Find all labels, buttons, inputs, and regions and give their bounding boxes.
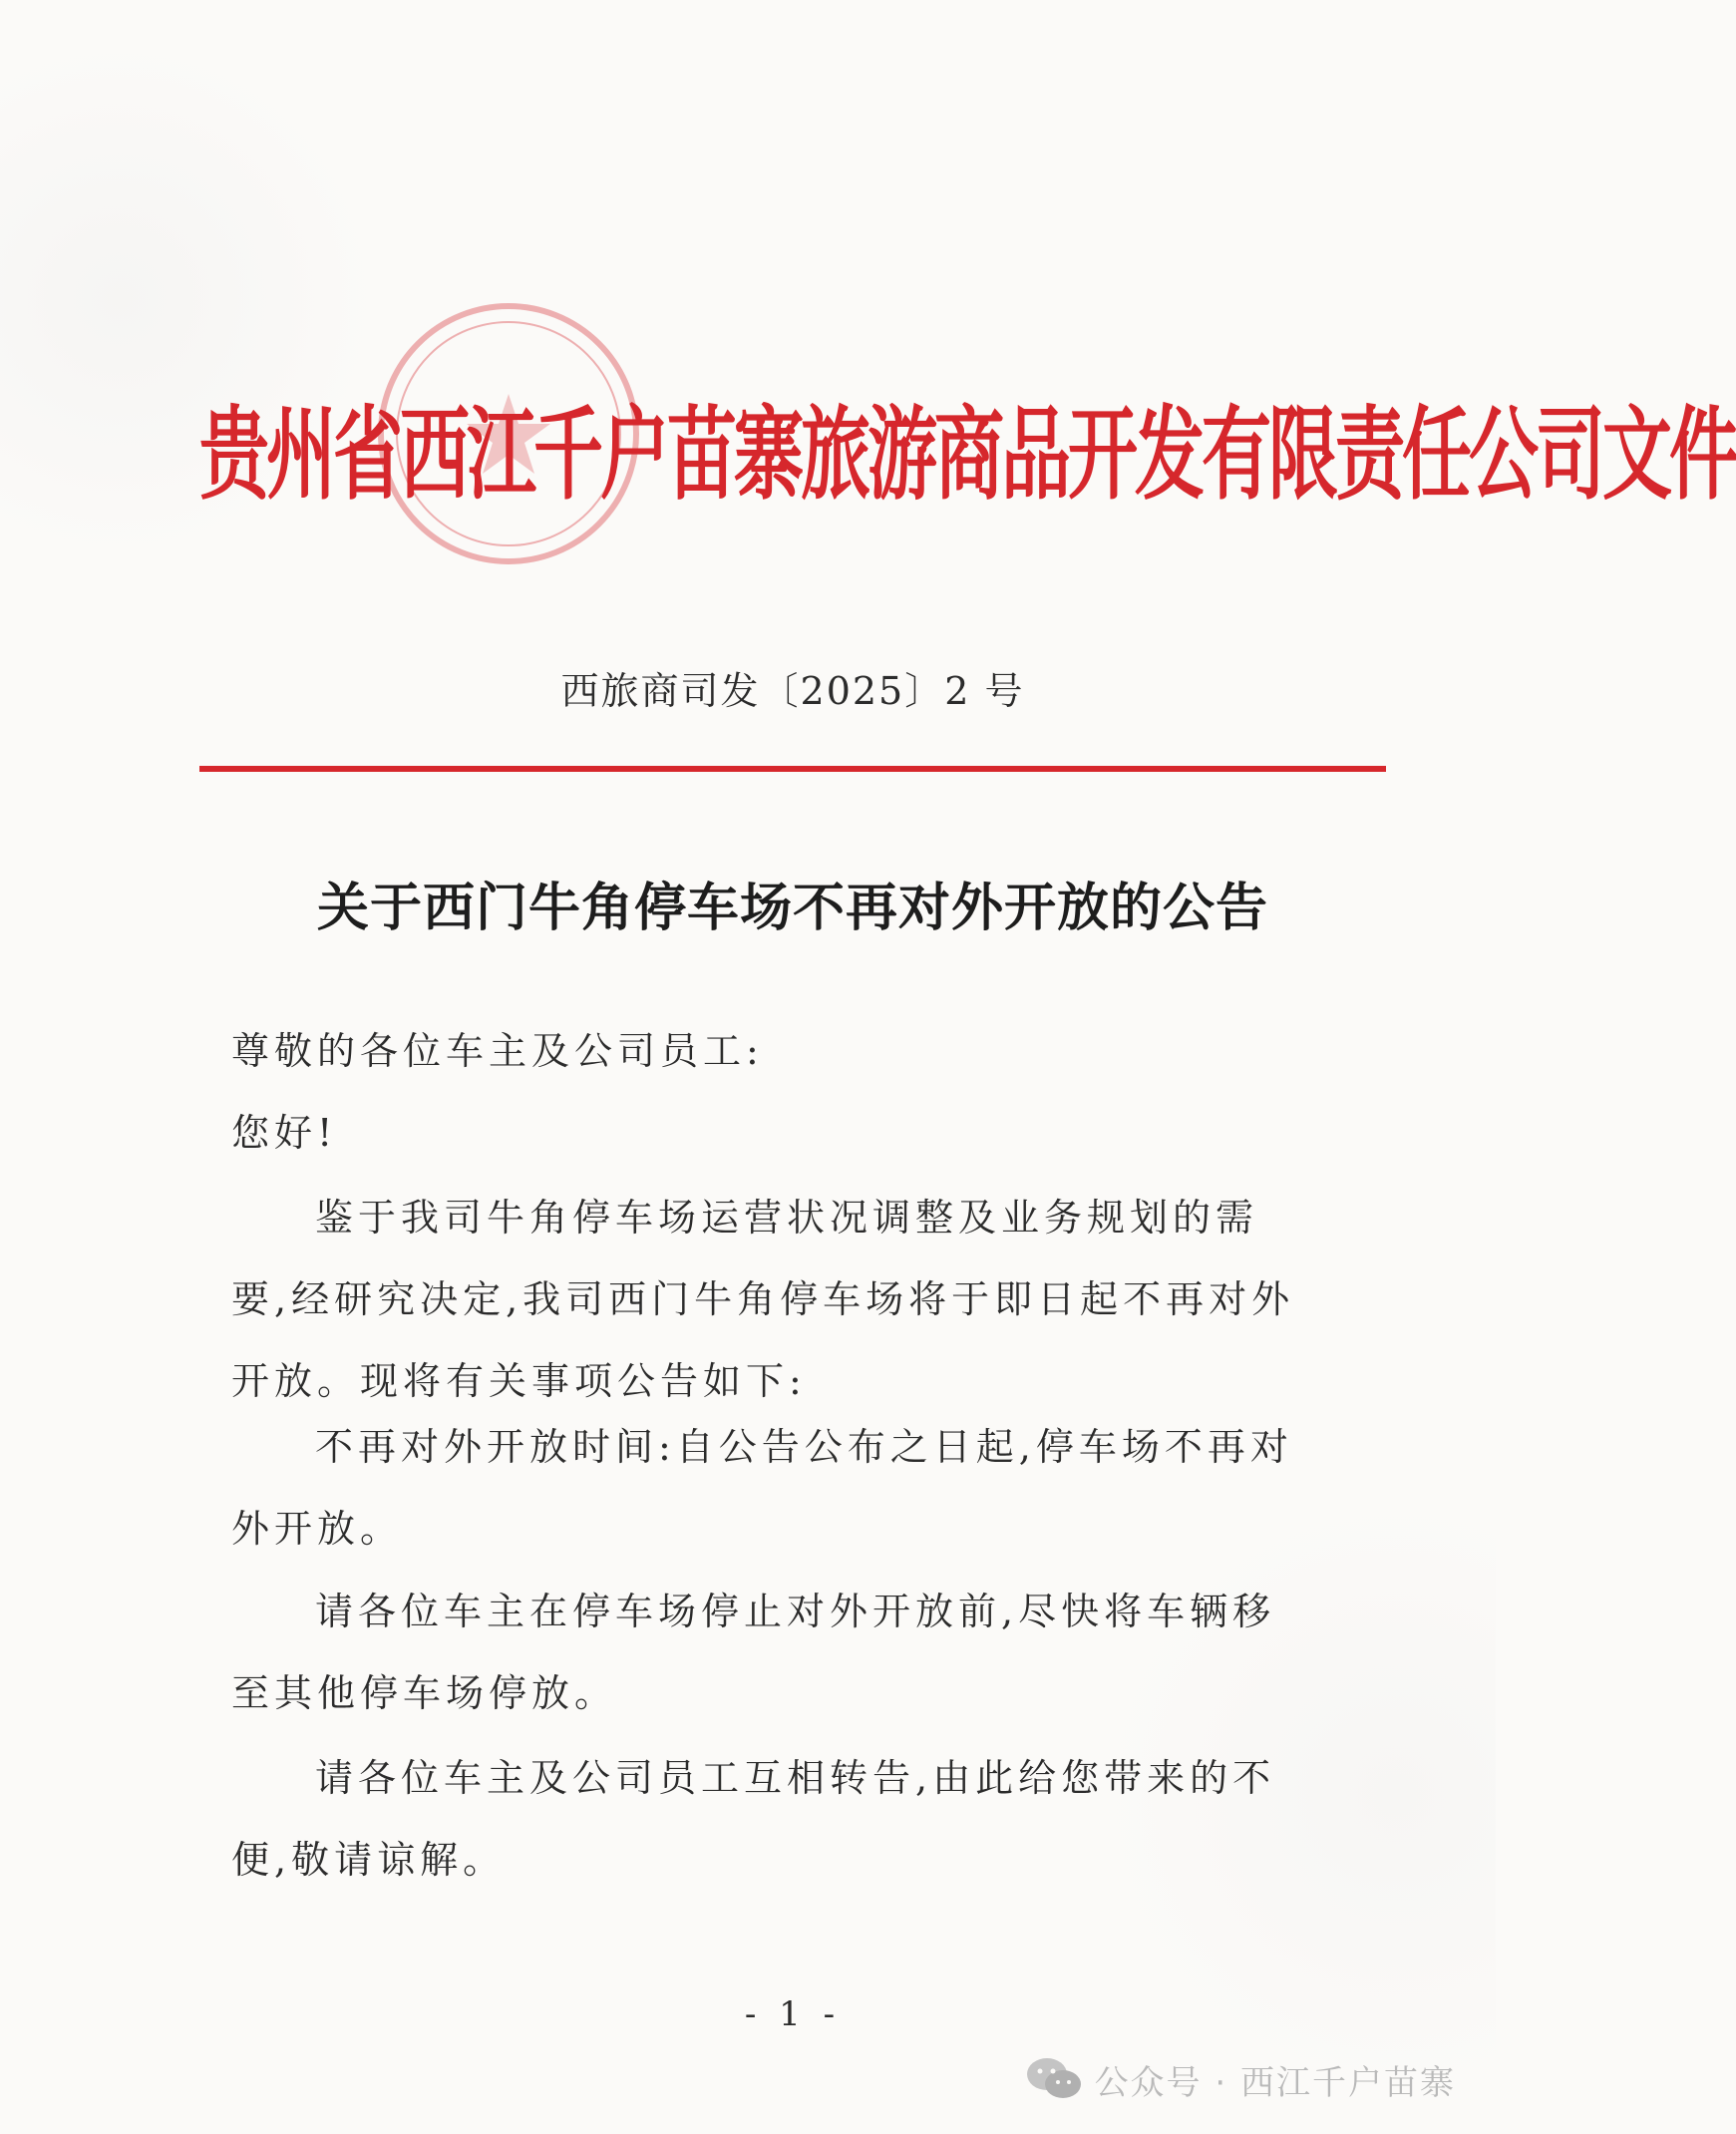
body-paragraph: 鉴于我司牛角停车场运营状况调整及业务规划的需要,经研究决定,我司西门牛角停车场将于即日起不再对外开放。现将有关事项公告如下:	[231, 1196, 1295, 1403]
greeting: 您好!	[231, 1111, 338, 1155]
body-paragraph: 请各位车主及公司员工互相转告,由此给您带来的不便,敬请谅解。	[231, 1756, 1276, 1882]
notice-title: 关于西门牛角停车场不再对外开放的公告	[316, 878, 1268, 938]
org-header-title: 贵州省西江千户苗寨旅游商品开发有限责任公司文件	[199, 395, 1736, 515]
body-paragraph: 请各位车主在停车场停止对外开放前,尽快将车辆移至其他停车场停放。	[231, 1590, 1276, 1715]
red-header-rule	[199, 766, 1386, 772]
watermark-text: 公众号 · 西江千户苗寨	[1094, 2062, 1456, 2103]
wechat-account-watermark	[1025, 2049, 1456, 2109]
page-number: - 1 -	[744, 1994, 842, 2034]
document-number: 西旅商司发〔2025〕2 号	[560, 669, 1025, 713]
wechat-icon	[1025, 2056, 1083, 2102]
body-paragraph: 不再对外开放时间:自公告公布之日起,停车场不再对外开放。	[231, 1425, 1293, 1551]
salutation: 尊敬的各位车主及公司员工:	[231, 1029, 764, 1073]
